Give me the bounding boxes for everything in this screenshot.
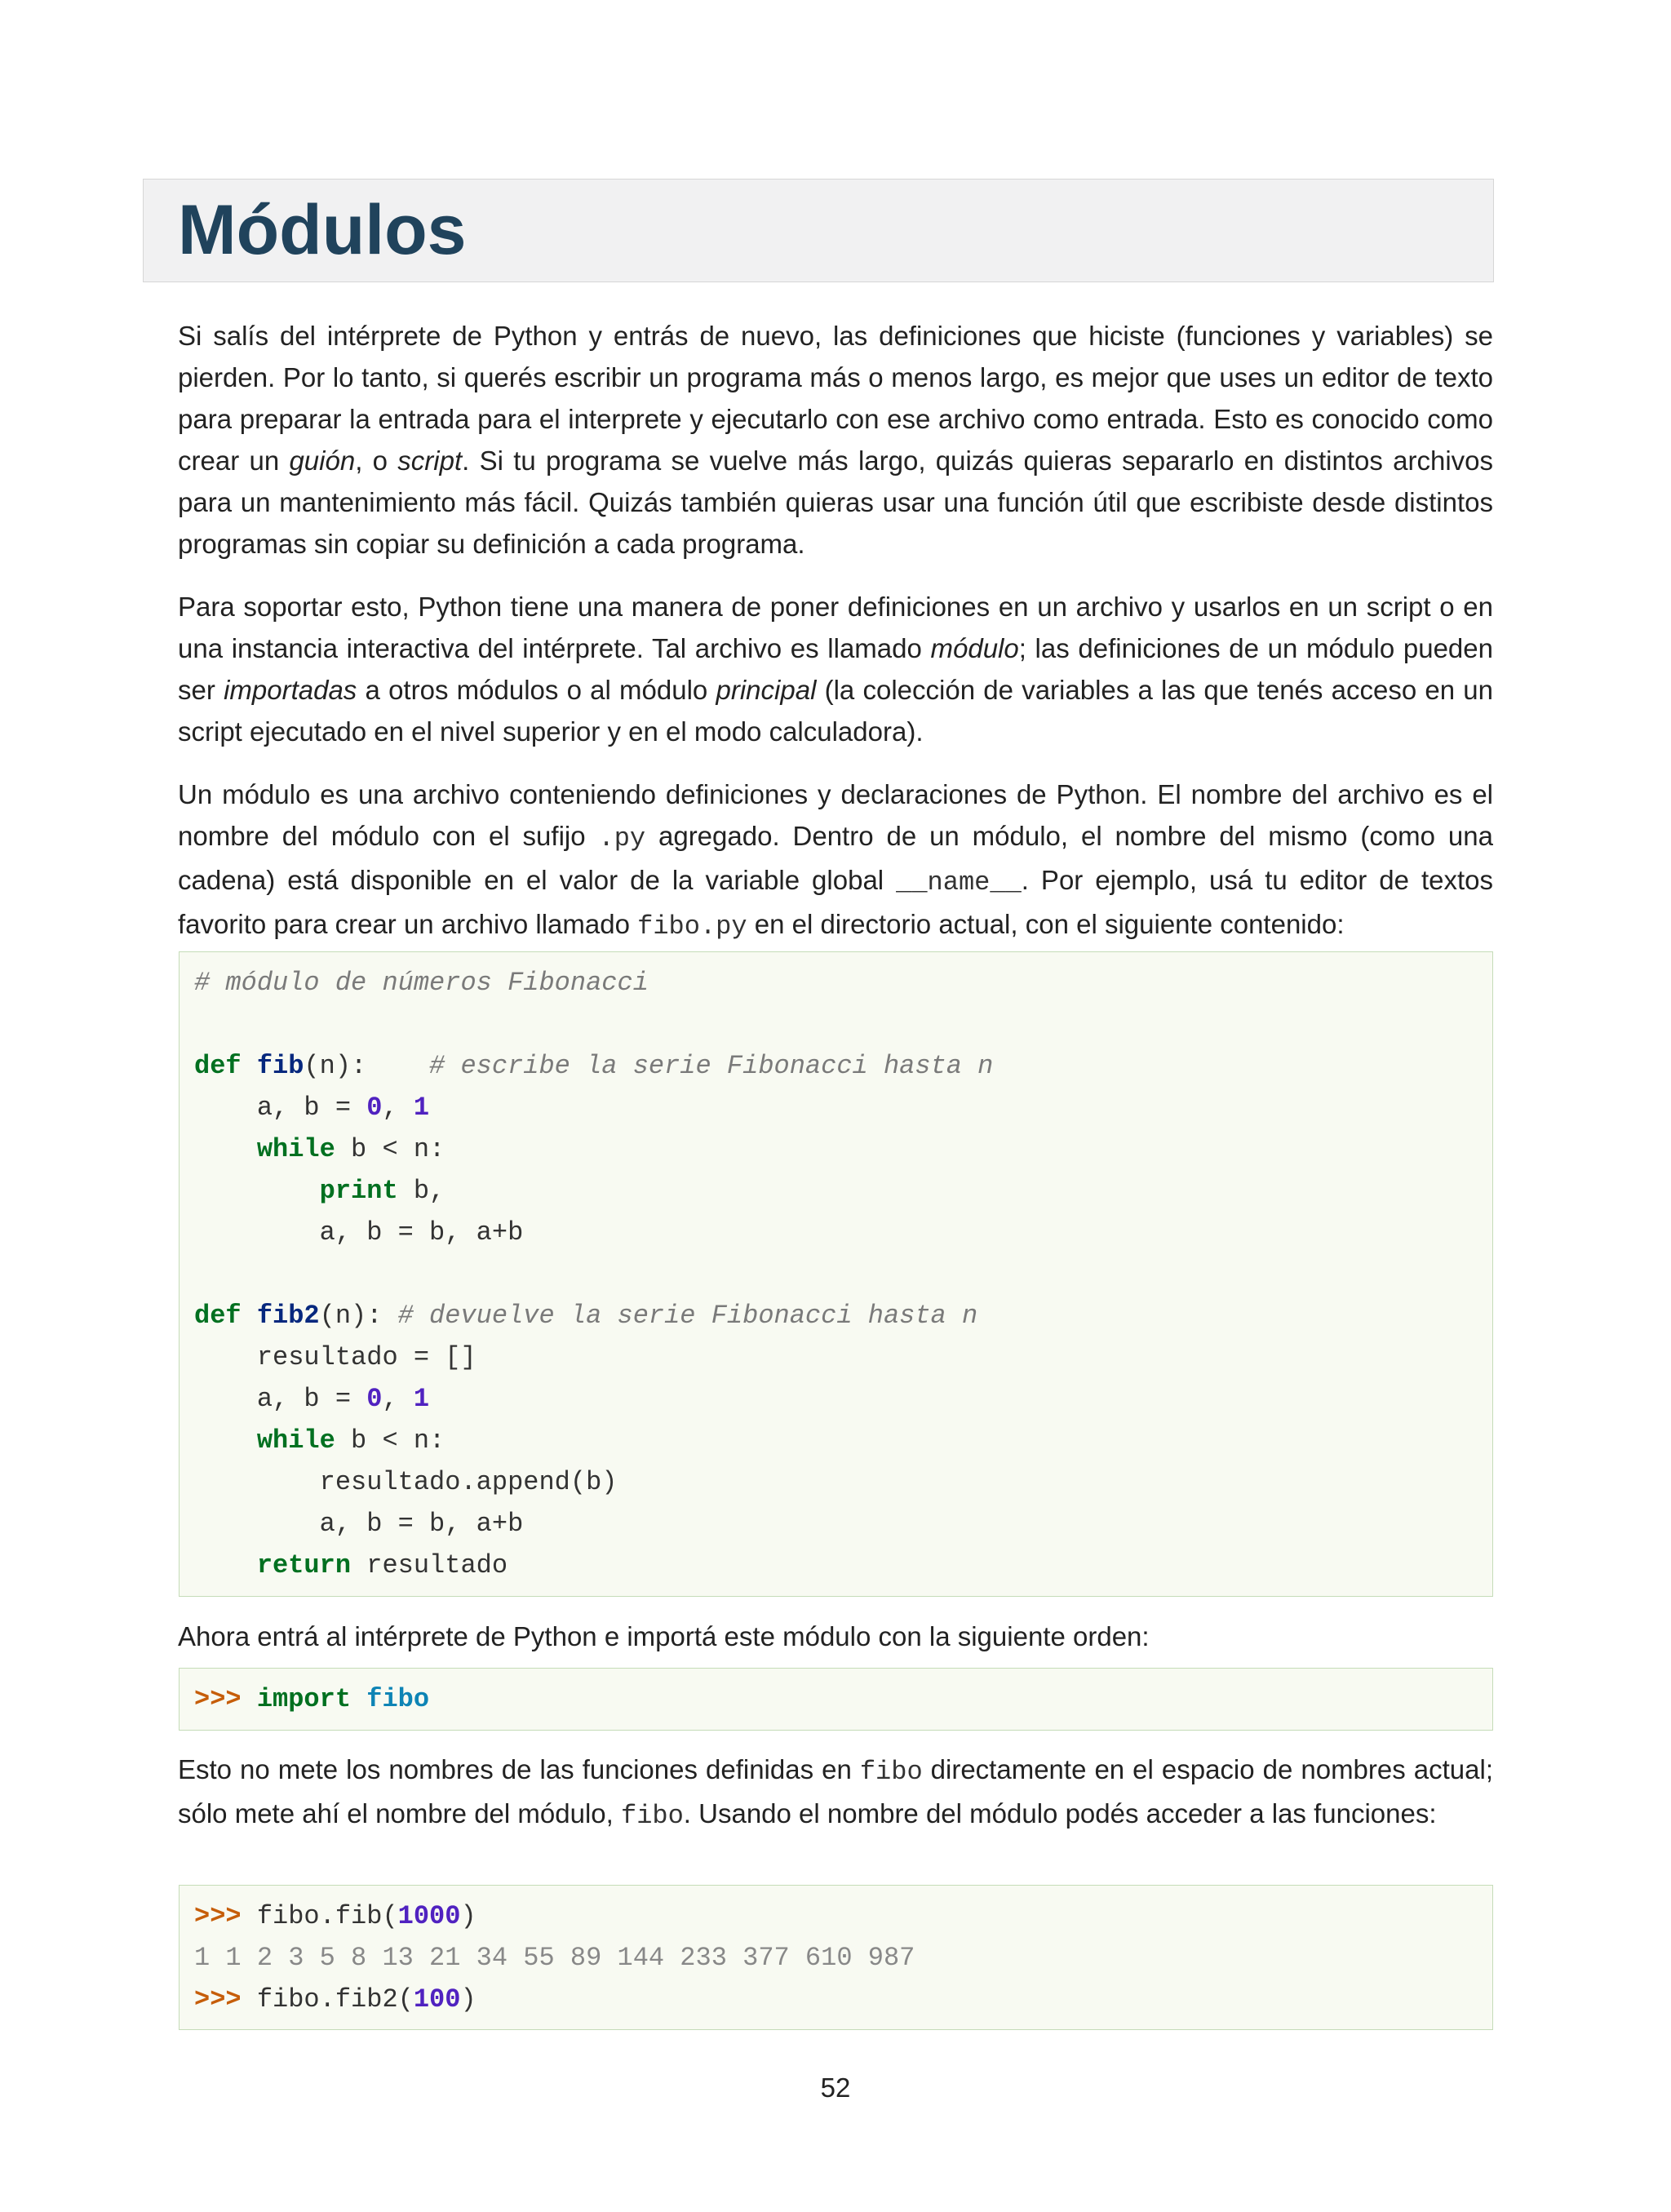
- code-keyword: while: [256, 1134, 335, 1164]
- code-prompt: >>>: [194, 1684, 242, 1714]
- code-text: resultado.append(b): [319, 1467, 618, 1497]
- code-number: 0: [366, 1093, 383, 1123]
- p3-text-1: Un módulo es una archivo conteniendo definiciones y declaraciones de Python. El nombre del archivo es el nombre del módulo con el sufijo: [178, 779, 1493, 851]
- p5-text-3: . Usando el nombre del módulo podés acceder a las funciones:: [683, 1798, 1437, 1829]
- p2-text-3: a otros módulos o al módulo: [357, 675, 716, 705]
- p2-text-2: ; las definiciones de un módulo pueden ser: [178, 633, 1493, 705]
- paragraph-namespace: [178, 1749, 1493, 1837]
- code-keyword: import: [256, 1684, 352, 1714]
- inline-code-fibo: fibo: [859, 1757, 923, 1787]
- code-keyword: return: [256, 1550, 352, 1580]
- code-block-import: [179, 1668, 1493, 1731]
- code-block-fibo: [179, 951, 1493, 1597]
- code-text: resultado = []: [256, 1342, 476, 1372]
- inline-code-name: __name__: [896, 867, 1022, 898]
- p5-text-2: directamente en el espacio de nombres actual; sólo mete ahí el nombre del módulo,: [178, 1754, 1493, 1829]
- page-number: 52: [820, 2072, 851, 2103]
- code-function-name: fib2: [256, 1301, 320, 1331]
- code-keyword: def: [194, 1051, 242, 1081]
- code-listing: [194, 962, 993, 1586]
- code-text: ,: [382, 1093, 414, 1123]
- code-keyword: def: [194, 1301, 242, 1331]
- p3-text-2: agregado. Dentro de un módulo, el nombre del mismo (como una cadena) está disponible en el valor de la variable global: [178, 821, 1493, 895]
- code-function-name: fib: [256, 1051, 304, 1081]
- code-text: (n):: [319, 1301, 383, 1331]
- code-keyword: while: [256, 1425, 335, 1456]
- code-text: b,: [397, 1176, 445, 1206]
- paragraph-intro: [178, 315, 1493, 565]
- inline-code-fibo-py: fibo.py: [637, 911, 747, 942]
- p2-emphasis-importadas: importadas: [224, 675, 357, 705]
- p2-text-4: (la colección de variables a las que tenés acceso en un script ejecutado en el nivel superior y en el modo calculadora).: [178, 675, 1494, 747]
- code-output: 1 1 2 3 5 8 13 21 34 55 89 144 233 377 610 987: [194, 1943, 915, 1973]
- inline-code-fibo: fibo: [620, 1801, 684, 1831]
- inline-code-py: .py: [598, 823, 646, 853]
- code-text: ): [460, 1901, 476, 1931]
- code-text: a, b =: [256, 1093, 367, 1123]
- code-comment: # módulo de números Fibonacci: [194, 968, 649, 998]
- p1-text-3: . Si tu programa se vuelve más largo, quizás quieras separarlo en distintos archivos para un mantenimiento más fácil. Quizás también quieras usar una función útil que escribiste desde distintos programas sin copiar su definición a cada programa.: [178, 446, 1494, 559]
- code-listing: [194, 1895, 915, 2020]
- code-text: ,: [382, 1384, 414, 1414]
- code-text: b < n:: [335, 1425, 445, 1456]
- code-prompt: >>>: [194, 1901, 242, 1931]
- code-number: 1: [413, 1093, 430, 1123]
- code-text: fibo.fib2(: [256, 1984, 414, 2015]
- p3-text-4: en el directorio actual, con el siguiente contenido:: [747, 909, 1345, 939]
- code-comment: # escribe la serie Fibonacci hasta n: [429, 1051, 994, 1081]
- code-keyword: print: [319, 1176, 398, 1206]
- code-text: a, b = b, a+b: [319, 1217, 524, 1248]
- code-text: ): [460, 1984, 476, 2015]
- code-module-name: fibo: [366, 1684, 430, 1714]
- code-text: (n):: [304, 1051, 367, 1081]
- p2-text-1: Para soportar esto, Python tiene una manera de poner definiciones en un archivo y usarlos en un script o en una instancia interactiva del intérprete. Tal archivo es llamado: [178, 592, 1493, 663]
- section-title: Módulos: [178, 191, 467, 269]
- code-comment: # devuelve la serie Fibonacci hasta n: [397, 1301, 978, 1331]
- code-number: 0: [366, 1384, 383, 1414]
- p1-text-1: Si salís del intérprete de Python y entrás de nuevo, las definiciones que hiciste (funciones y variables) se pierden. Por lo tanto, si querés escribir un programa más o menos largo, es mejor que uses un editor de texto para preparar la entrada para el interprete y ejecutarlo con ese archivo como entrada. Esto es conocido como crear un: [178, 321, 1493, 476]
- section-heading-box: [143, 179, 1494, 282]
- code-text: b < n:: [335, 1134, 445, 1164]
- p1-emphasis-script: script: [397, 446, 463, 476]
- code-prompt: >>>: [194, 1984, 242, 2015]
- p5-text-1: Esto no mete los nombres de las funciones definidas en: [178, 1754, 860, 1784]
- code-block-session: [179, 1885, 1493, 2030]
- p1-text-2: , o: [355, 446, 398, 476]
- paragraph-modules: [178, 586, 1493, 752]
- p2-emphasis-modulo: módulo: [930, 633, 1019, 663]
- p1-emphasis-guion: guión: [289, 446, 356, 476]
- p3-text-3: . Por ejemplo, usá tu editor de textos favorito para crear un archivo llamado: [178, 865, 1494, 939]
- code-text: a, b =: [256, 1384, 367, 1414]
- code-text: fibo.fib(: [256, 1901, 398, 1931]
- code-number: 1000: [397, 1901, 461, 1931]
- code-listing: [194, 1678, 429, 1720]
- paragraph-import-instruction: Ahora entrá al intérprete de Python e importá este módulo con la siguiente orden:: [178, 1621, 1150, 1651]
- code-number: 1: [413, 1384, 430, 1414]
- paragraph-module-file: [178, 774, 1493, 947]
- code-number: 100: [413, 1984, 461, 2015]
- code-text: a, b = b, a+b: [319, 1509, 524, 1539]
- p2-emphasis-principal: principal: [716, 675, 817, 705]
- code-text: resultado: [351, 1550, 508, 1580]
